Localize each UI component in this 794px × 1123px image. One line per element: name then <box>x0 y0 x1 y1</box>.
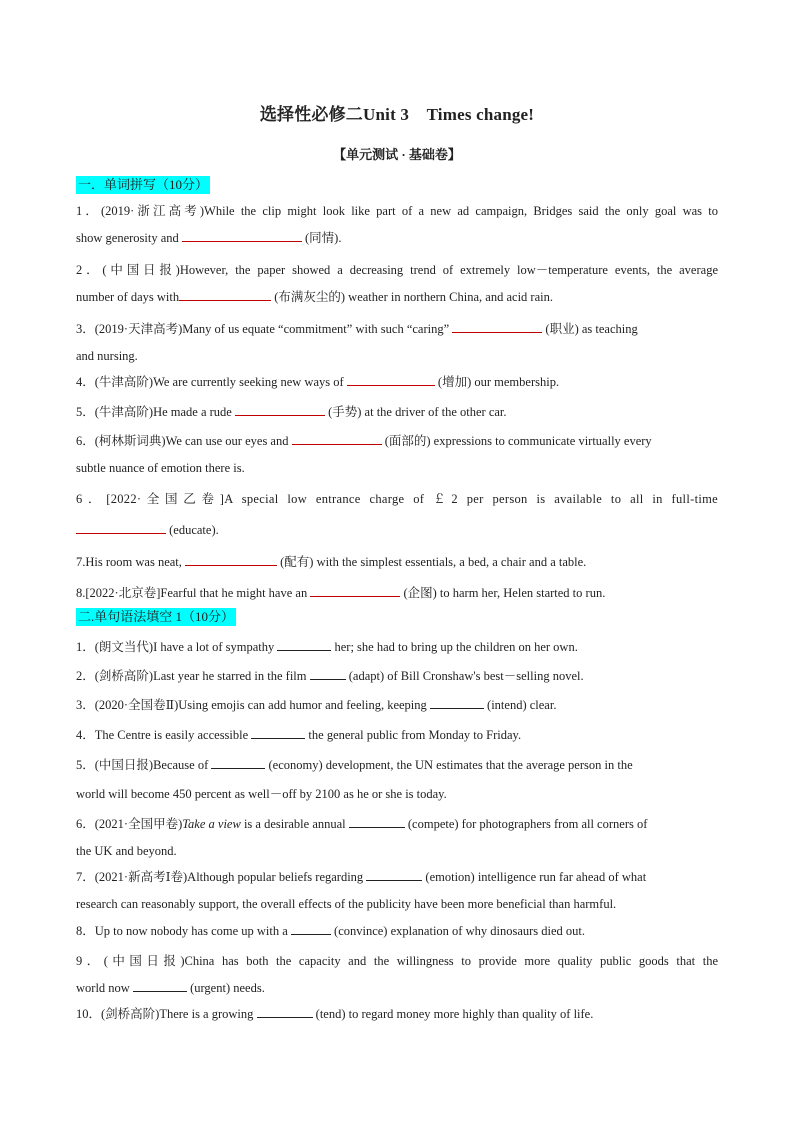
answer-blank[interactable] <box>291 922 331 935</box>
answer-blank[interactable] <box>182 229 302 242</box>
answer-blank[interactable] <box>257 1005 313 1018</box>
answer-blank[interactable] <box>251 726 305 739</box>
question-2-10: 10．(剑桥高阶)There is a growing (tend) to regard money more highly than quality of life. <box>76 1007 594 1021</box>
section-heading-spelling: 一．单词拼写（10分） <box>78 177 209 192</box>
answer-blank[interactable] <box>185 553 277 566</box>
question-1-8: 8.[2022·北京卷]Fearful that he might have an (企图) to harm her, Helen started to run. <box>76 586 606 600</box>
answer-blank[interactable] <box>349 815 405 828</box>
question-2-8: 8．Up to now nobody has come up with a (convince) explanation of why dinosaurs died out. <box>76 924 586 938</box>
answer-blank[interactable] <box>211 756 265 769</box>
question-2-7: 7．(2021·新高考Ⅰ卷)Although popular beliefs regarding (emotion) intelligence run far ahead of what research can reasonably support, the overall effects of the publicity have been more beneficial than harmful. <box>76 870 647 911</box>
answer-blank[interactable] <box>235 403 325 416</box>
question-2-3: 3．(2020·全国卷Ⅱ)Using emojis can add humor and feeling, keeping (intend) clear. <box>76 698 557 712</box>
answer-blank[interactable] <box>76 521 166 534</box>
question-1-4: 4．(牛津高阶)We are currently seeking new ways of (增加) our membership. <box>76 375 560 389</box>
question-1-1: 1．(2019·浙江高考)While the clip might look like part of a new ad campaign, Bridges said the only goal was to show generosity and (同情). <box>76 204 718 245</box>
page-subtitle: 【单元测试 · 基础卷】 <box>333 147 461 162</box>
answer-blank[interactable] <box>179 288 271 301</box>
question-2-6: 6．(2021·全国甲卷)Take a view is a desirable annual (compete) for photographers from all corners of the UK and beyond. <box>76 817 648 858</box>
answer-blank[interactable] <box>310 667 346 680</box>
question-2-2: 2．(剑桥高阶)Last year he starred in the film (adapt) of Bill Cronshaw's best－selling novel. <box>76 669 584 683</box>
question-2-4: 4．The Centre is easily accessible the general public from Monday to Friday. <box>76 728 522 742</box>
answer-blank[interactable] <box>430 696 484 709</box>
question-2-1: 1．(朗文当代)I have a lot of sympathy her; she had to bring up the children on her own. <box>76 640 578 654</box>
question-2-9: 9．(中国日报)China has both the capacity and the willingness to provide more quality public goods that the world now (urgent) needs. <box>76 954 718 995</box>
question-1-5: 5．(牛津高阶)He made a rude (手势) at the driver of the other car. <box>76 405 507 419</box>
question-1-6b: 6．[2022·全国乙卷]A special low entrance charge of ￡2 per person is available to all in full-time (educate). <box>76 492 718 537</box>
answer-blank[interactable] <box>277 638 331 651</box>
section-heading-grammar: 二.单句语法填空 1（10分） <box>78 609 235 624</box>
answer-blank[interactable] <box>347 373 435 386</box>
question-1-7: 7.His room was neat, (配有) with the simplest essentials, a bed, a chair and a table. <box>76 555 587 569</box>
answer-blank[interactable] <box>452 320 542 333</box>
question-1-6: 6．(柯林斯词典)We can use our eyes and (面部的) expressions to communicate virtually every subtle nuance of emotion there is. <box>76 434 652 475</box>
answer-blank[interactable] <box>366 868 422 881</box>
question-1-2: 2．(中国日报)However, the paper showed a decreasing trend of extremely low－temperature events, the average number of days with (布满灰尘的) weather in northern China, and acid rain. <box>76 263 718 304</box>
page-title: 选择性必修二Unit 3 Times change! <box>259 105 535 124</box>
question-1-3: 3．(2019·天津高考)Many of us equate “commitment” with such “caring” (职业) as teaching and nursing. <box>76 322 638 363</box>
question-2-5: 5．(中国日报)Because of (economy) development, the UN estimates that the average person in the world will become 450 percent as well－off by 2100 as he or she is today. <box>76 758 633 801</box>
answer-blank[interactable] <box>292 432 382 445</box>
answer-blank[interactable] <box>133 979 187 992</box>
answer-blank[interactable] <box>310 584 400 597</box>
